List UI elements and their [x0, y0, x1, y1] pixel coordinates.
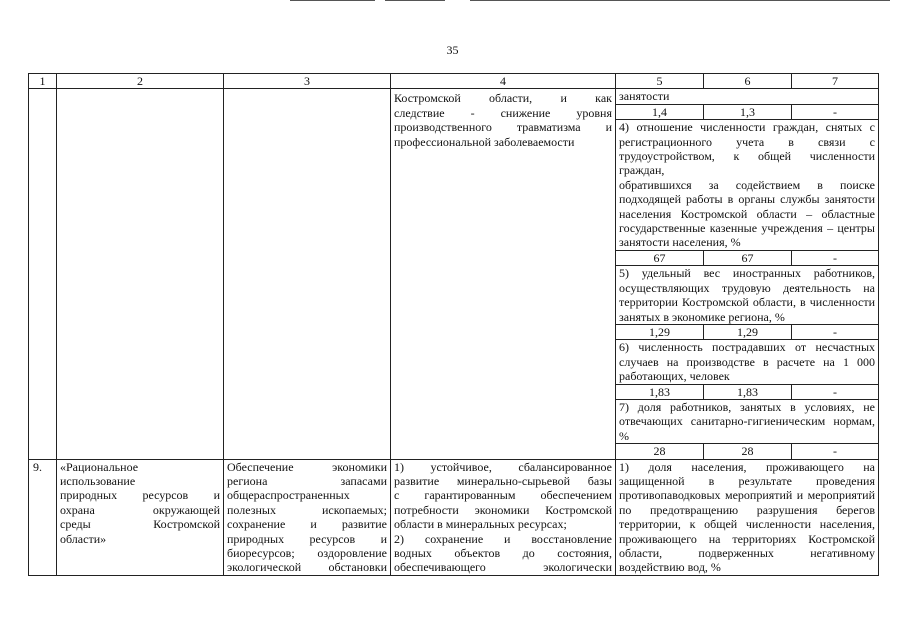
- text-line: регистрационного учета в связи с: [619, 134, 875, 149]
- text-line: противопаводковых мероприятий и мероприятий: [619, 488, 875, 503]
- text-line: полезных ископаемых;: [227, 502, 387, 517]
- text-line: трудоустройством, к общей численности граждан,: [619, 149, 875, 178]
- text-line: области, подверженных негативному: [619, 546, 875, 560]
- text-line: биоресурсов; оздоровление: [227, 546, 387, 560]
- cell-goal-empty: [224, 89, 391, 459]
- value-cell: 67: [704, 250, 792, 265]
- text-line: Обеспечение экономики: [227, 459, 387, 474]
- header-cell: 5: [616, 74, 704, 89]
- text-line: производственного травматизма и: [394, 120, 612, 135]
- header-cell: 6: [704, 74, 792, 89]
- text-line: занятости населения, %: [619, 235, 741, 250]
- text-line: 5) удельный вес иностранных работников,: [619, 266, 875, 281]
- text-line: следствие - снижение уровня: [394, 105, 612, 120]
- text-line: 7) доля работников, занятых в условиях, не: [619, 399, 875, 414]
- indicator-text: [616, 459, 879, 575]
- indicator-text: [616, 399, 879, 443]
- text-line: занятых в экономике региона, %: [619, 309, 785, 324]
- value-cell: 1,4: [616, 104, 704, 119]
- row-number: 9.: [29, 459, 57, 575]
- header-cell: 4: [391, 74, 616, 89]
- header-cell: 3: [224, 74, 391, 89]
- text-line: охрана окружающей: [60, 502, 220, 517]
- indicator-text: [616, 120, 879, 251]
- indicator-text: [616, 340, 879, 384]
- text-line: сохранение и развитие: [227, 517, 387, 532]
- text-line: защищенной в результате проведения: [619, 473, 875, 488]
- text-line: подходящей работы в органы службы занятости: [619, 192, 875, 207]
- text-line: использование: [60, 473, 136, 488]
- text-line: по предотвращению разрушения берегов: [619, 502, 875, 517]
- value-cell: 1,29: [704, 324, 792, 339]
- scan-artifact: [385, 0, 445, 1]
- text-line: потребности экономики Костромской: [394, 502, 612, 517]
- value-cell: 1,3: [704, 104, 792, 119]
- text-line: региона запасами: [227, 473, 387, 488]
- text-line: природных ресурсов и: [227, 531, 387, 546]
- text-line: водных объектов до состояния,: [394, 546, 612, 560]
- value-cell: -: [792, 384, 879, 399]
- text-line: занятости: [619, 89, 670, 104]
- text-line: «Рациональное: [60, 459, 139, 474]
- cell-result-text: [391, 89, 616, 459]
- program-goal: [224, 459, 391, 575]
- value-cell: 67: [616, 250, 704, 265]
- header-cell: 2: [57, 74, 224, 89]
- text-line: проживающего на территориях Костромской: [619, 531, 875, 546]
- value-cell: -: [792, 324, 879, 339]
- text-line: государственные казенные учреждения – центры: [619, 221, 875, 236]
- value-cell: 28: [704, 444, 792, 459]
- text-line: экологической обстановки: [227, 560, 387, 575]
- cell-program-empty: [57, 89, 224, 459]
- text-line: общераспространенных: [227, 488, 350, 503]
- header-cell: 7: [792, 74, 879, 89]
- text-line: обратившихся за содействием в поиске: [619, 177, 875, 192]
- value-cell: 1,83: [704, 384, 792, 399]
- text-line: территории Костромской области, в численности: [619, 295, 875, 310]
- table-row: [29, 89, 879, 104]
- text-line: 1) устойчивое, сбалансированное: [394, 459, 612, 474]
- text-line: с гарантированным обеспечением: [394, 488, 612, 503]
- scan-artifact: [470, 0, 890, 1]
- cell-num-empty: [29, 89, 57, 459]
- text-line: территории, к общей численности населения,: [619, 517, 875, 532]
- table-row-9: [29, 459, 879, 575]
- text-line: случаев на производстве в расчете на 1 000: [619, 354, 875, 369]
- text-line: 4) отношение численности граждан, снятых с: [619, 120, 875, 135]
- text-line: области»: [60, 531, 107, 546]
- text-line: отвечающих санитарно-гигиеническим нормам,: [619, 414, 875, 429]
- header-cell: 1: [29, 74, 57, 89]
- text-line: обеспечивающего экологически: [394, 560, 612, 575]
- indicator-text: [616, 89, 879, 104]
- text-line: %: [619, 428, 629, 443]
- text-line: природных ресурсов и: [60, 488, 220, 503]
- text-line: среды Костромской: [60, 517, 220, 532]
- program-table: [28, 73, 879, 576]
- text-line: 2) сохранение и восстановление: [394, 531, 612, 546]
- text-line: профессиональной заболеваемости: [394, 134, 575, 149]
- value-cell: 1,29: [616, 324, 704, 339]
- value-cell: -: [792, 104, 879, 119]
- page-number: 35: [446, 43, 459, 57]
- value-cell: 1,83: [616, 384, 704, 399]
- value-cell: -: [792, 444, 879, 459]
- text-line: работающих, человек: [619, 369, 730, 384]
- text-line: населения Костромской области – областные: [619, 206, 875, 221]
- text-line: 6) численность пострадавших от несчастных: [619, 340, 875, 355]
- text-line: развитие минерально-сырьевой базы: [394, 473, 612, 488]
- program-results: [391, 459, 616, 575]
- text-line: осуществляющих трудовую деятельность на: [619, 280, 875, 295]
- text-line: области в минеральных ресурсах;: [394, 517, 567, 532]
- program-name: [57, 459, 224, 575]
- value-cell: 28: [616, 444, 704, 459]
- text-line: Костромской области, и как: [394, 91, 612, 106]
- table-header-row: [29, 74, 879, 89]
- text-line: 1) доля населения, проживающего на: [619, 459, 875, 474]
- value-cell: -: [792, 250, 879, 265]
- text-line: воздействию вод, %: [619, 560, 721, 575]
- scan-artifact: [290, 0, 375, 1]
- indicator-text: [616, 266, 879, 325]
